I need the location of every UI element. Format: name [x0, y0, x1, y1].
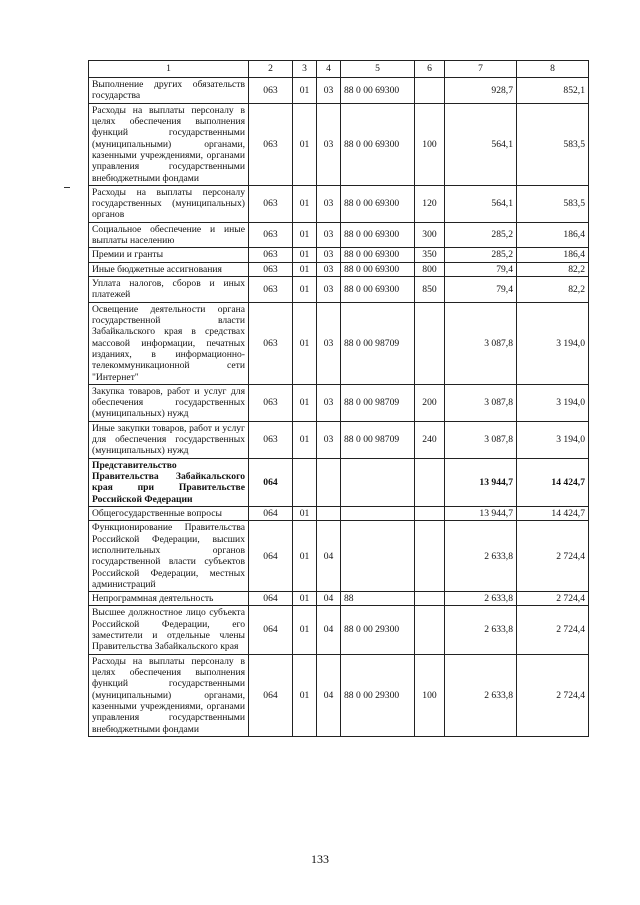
- header-cell: 8: [517, 61, 589, 78]
- target-article-cell: 88 0 00 98709: [341, 384, 415, 421]
- row-name-cell: Социальное обеспечение и иные выплаты населению: [89, 222, 249, 248]
- ministry-code-cell: 064: [249, 506, 293, 520]
- expense-type-cell: [415, 302, 445, 384]
- amount-col7-cell: 79,4: [445, 262, 517, 276]
- expense-type-cell: 850: [415, 277, 445, 303]
- row-name-cell: Освещение деятельности органа государственной власти Забайкальского края в средствах массовой информации, печатных изданиях, в информационно-телекоммуникационной сети "Интернет": [89, 302, 249, 384]
- header-cell: 3: [293, 61, 317, 78]
- table-row: [89, 262, 589, 276]
- amount-col8-cell: 82,2: [517, 277, 589, 303]
- table-row-section-total: [89, 458, 589, 506]
- section-code-cell: 01: [293, 262, 317, 276]
- row-name-cell: Высшее должностное лицо субъекта Российской Федерации, его заместители и отдельные члены Правительства Забайкальского края: [89, 606, 249, 654]
- header-cell: 7: [445, 61, 517, 78]
- amount-col8-cell: 2 724,4: [517, 654, 589, 736]
- amount-col7-cell: 564,1: [445, 185, 517, 222]
- ministry-code-cell: 064: [249, 654, 293, 736]
- section-code-cell: 01: [293, 277, 317, 303]
- table-row: [89, 654, 589, 736]
- ministry-code-cell: 064: [249, 606, 293, 654]
- expense-type-cell: 120: [415, 185, 445, 222]
- section-code-cell: 01: [293, 606, 317, 654]
- expense-type-cell: [415, 521, 445, 592]
- section-code-cell: 01: [293, 103, 317, 185]
- amount-col7-cell: 285,2: [445, 222, 517, 248]
- budget-table: [88, 60, 589, 737]
- expense-type-cell: [415, 606, 445, 654]
- amount-col7-cell: 564,1: [445, 103, 517, 185]
- amount-col7-cell: 13 944,7: [445, 458, 517, 506]
- subsection-code-cell: 03: [317, 103, 341, 185]
- row-name-cell: Уплата налогов, сборов и иных платежей: [89, 277, 249, 303]
- target-article-cell: 88 0 00 98709: [341, 302, 415, 384]
- subsection-code-cell: [317, 458, 341, 506]
- ministry-code-cell: 064: [249, 592, 293, 606]
- expense-type-cell: 100: [415, 103, 445, 185]
- subsection-code-cell: 04: [317, 654, 341, 736]
- target-article-cell: 88 0 00 69300: [341, 103, 415, 185]
- table-row: [89, 421, 589, 458]
- target-article-cell: 88 0 00 29300: [341, 606, 415, 654]
- table-row: [89, 248, 589, 262]
- table-row: [89, 78, 589, 104]
- row-name-cell: Расходы на выплаты персоналу государственных (муниципальных) органов: [89, 185, 249, 222]
- expense-type-cell: 350: [415, 248, 445, 262]
- amount-col8-cell: 3 194,0: [517, 384, 589, 421]
- table-row: [89, 606, 589, 654]
- amount-col8-cell: 186,4: [517, 248, 589, 262]
- expense-type-cell: [415, 506, 445, 520]
- amount-col7-cell: 3 087,8: [445, 421, 517, 458]
- expense-type-cell: 800: [415, 262, 445, 276]
- row-name-cell: Выполнение других обязательств государства: [89, 78, 249, 104]
- ministry-code-cell: 063: [249, 262, 293, 276]
- amount-col8-cell: 3 194,0: [517, 421, 589, 458]
- section-code-cell: 01: [293, 185, 317, 222]
- header-cell: 6: [415, 61, 445, 78]
- row-name-cell: Представительство Правительства Забайкальского края при Правительстве Российской Федерации: [89, 458, 249, 506]
- amount-col8-cell: 82,2: [517, 262, 589, 276]
- amount-col8-cell: 2 724,4: [517, 592, 589, 606]
- target-article-cell: [341, 458, 415, 506]
- amount-col8-cell: 14 424,7: [517, 506, 589, 520]
- subsection-code-cell: 04: [317, 592, 341, 606]
- section-code-cell: 01: [293, 506, 317, 520]
- section-code-cell: 01: [293, 421, 317, 458]
- target-article-cell: 88 0 00 69300: [341, 277, 415, 303]
- table-row: [89, 277, 589, 303]
- ministry-code-cell: 063: [249, 78, 293, 104]
- section-code-cell: [293, 458, 317, 506]
- row-name-cell: Премии и гранты: [89, 248, 249, 262]
- table-row: [89, 592, 589, 606]
- amount-col8-cell: 14 424,7: [517, 458, 589, 506]
- subsection-code-cell: [317, 506, 341, 520]
- subsection-code-cell: 03: [317, 262, 341, 276]
- amount-col7-cell: 2 633,8: [445, 521, 517, 592]
- target-article-cell: [341, 506, 415, 520]
- header-row: [89, 61, 589, 78]
- header-cell: 1: [89, 61, 249, 78]
- target-article-cell: 88: [341, 592, 415, 606]
- amount-col8-cell: 3 194,0: [517, 302, 589, 384]
- target-article-cell: [341, 521, 415, 592]
- row-name-cell: Иные бюджетные ассигнования: [89, 262, 249, 276]
- header-cell: 5: [341, 61, 415, 78]
- subsection-code-cell: 03: [317, 384, 341, 421]
- section-code-cell: 01: [293, 222, 317, 248]
- ministry-code-cell: 063: [249, 384, 293, 421]
- section-code-cell: 01: [293, 521, 317, 592]
- row-name-cell: Непрограммная деятельность: [89, 592, 249, 606]
- subsection-code-cell: 03: [317, 302, 341, 384]
- amount-col8-cell: 852,1: [517, 78, 589, 104]
- section-code-cell: 01: [293, 248, 317, 262]
- table-row: [89, 103, 589, 185]
- target-article-cell: 88 0 00 69300: [341, 222, 415, 248]
- amount-col7-cell: 13 944,7: [445, 506, 517, 520]
- ministry-code-cell: 063: [249, 248, 293, 262]
- subsection-code-cell: 04: [317, 521, 341, 592]
- table-row: [89, 302, 589, 384]
- amount-col7-cell: 3 087,8: [445, 302, 517, 384]
- section-code-cell: 01: [293, 302, 317, 384]
- table-row: [89, 521, 589, 592]
- ministry-code-cell: 063: [249, 421, 293, 458]
- target-article-cell: 88 0 00 69300: [341, 248, 415, 262]
- header-cell: 4: [317, 61, 341, 78]
- header-cell: 2: [249, 61, 293, 78]
- expense-type-cell: 100: [415, 654, 445, 736]
- row-name-cell: Общегосударственные вопросы: [89, 506, 249, 520]
- amount-col7-cell: 3 087,8: [445, 384, 517, 421]
- table-row: [89, 185, 589, 222]
- ministry-code-cell: 063: [249, 277, 293, 303]
- subsection-code-cell: 03: [317, 78, 341, 104]
- amount-col7-cell: 285,2: [445, 248, 517, 262]
- ministry-code-cell: 063: [249, 103, 293, 185]
- expense-type-cell: [415, 592, 445, 606]
- subsection-code-cell: 03: [317, 222, 341, 248]
- amount-col8-cell: 2 724,4: [517, 606, 589, 654]
- ministry-code-cell: 063: [249, 302, 293, 384]
- amount-col8-cell: 2 724,4: [517, 521, 589, 592]
- amount-col7-cell: 928,7: [445, 78, 517, 104]
- target-article-cell: 88 0 00 69300: [341, 262, 415, 276]
- expense-type-cell: 200: [415, 384, 445, 421]
- expense-type-cell: [415, 458, 445, 506]
- subsection-code-cell: 04: [317, 606, 341, 654]
- amount-col7-cell: 2 633,8: [445, 654, 517, 736]
- ministry-code-cell: 064: [249, 521, 293, 592]
- row-name-cell: Функционирование Правительства Российской Федерации, высших исполнительных органов государственной власти субъектов Российской Федерации, местных администраций: [89, 521, 249, 592]
- ministry-code-cell: 064: [249, 458, 293, 506]
- subsection-code-cell: 03: [317, 421, 341, 458]
- amount-col7-cell: 2 633,8: [445, 592, 517, 606]
- section-code-cell: 01: [293, 654, 317, 736]
- target-article-cell: 88 0 00 29300: [341, 654, 415, 736]
- section-code-cell: 01: [293, 78, 317, 104]
- page-number: 133: [311, 852, 329, 866]
- subsection-code-cell: 03: [317, 277, 341, 303]
- row-name-cell: Закупка товаров, работ и услуг для обеспечения государственных (муниципальных) нужд: [89, 384, 249, 421]
- expense-type-cell: 300: [415, 222, 445, 248]
- row-name-cell: Иные закупки товаров, работ и услуг для обеспечения государственных (муниципальных) нужд: [89, 421, 249, 458]
- expense-type-cell: [415, 78, 445, 104]
- amount-col8-cell: 583,5: [517, 185, 589, 222]
- ministry-code-cell: 063: [249, 222, 293, 248]
- subsection-code-cell: 03: [317, 248, 341, 262]
- subsection-code-cell: 03: [317, 185, 341, 222]
- section-code-cell: 01: [293, 592, 317, 606]
- amount-col8-cell: 583,5: [517, 103, 589, 185]
- target-article-cell: 88 0 00 69300: [341, 185, 415, 222]
- expense-type-cell: 240: [415, 421, 445, 458]
- target-article-cell: 88 0 00 98709: [341, 421, 415, 458]
- table-row: [89, 222, 589, 248]
- table-row: [89, 384, 589, 421]
- target-article-cell: 88 0 00 69300: [341, 78, 415, 104]
- amount-col8-cell: 186,4: [517, 222, 589, 248]
- row-name-cell: Расходы на выплаты персоналу в целях обеспечения выполнения функций государственными (муниципальными) органами, казенными учреждениями, органами управления государственными внебюджетными фондами: [89, 103, 249, 185]
- ministry-code-cell: 063: [249, 185, 293, 222]
- margin-mark: [64, 187, 70, 188]
- amount-col7-cell: 2 633,8: [445, 606, 517, 654]
- table-row: [89, 506, 589, 520]
- row-name-cell: Расходы на выплаты персоналу в целях обеспечения выполнения функций государственными (муниципальными) органами, казенными учреждениями, органами управления государственными внебюджетными фондами: [89, 654, 249, 736]
- amount-col7-cell: 79,4: [445, 277, 517, 303]
- section-code-cell: 01: [293, 384, 317, 421]
